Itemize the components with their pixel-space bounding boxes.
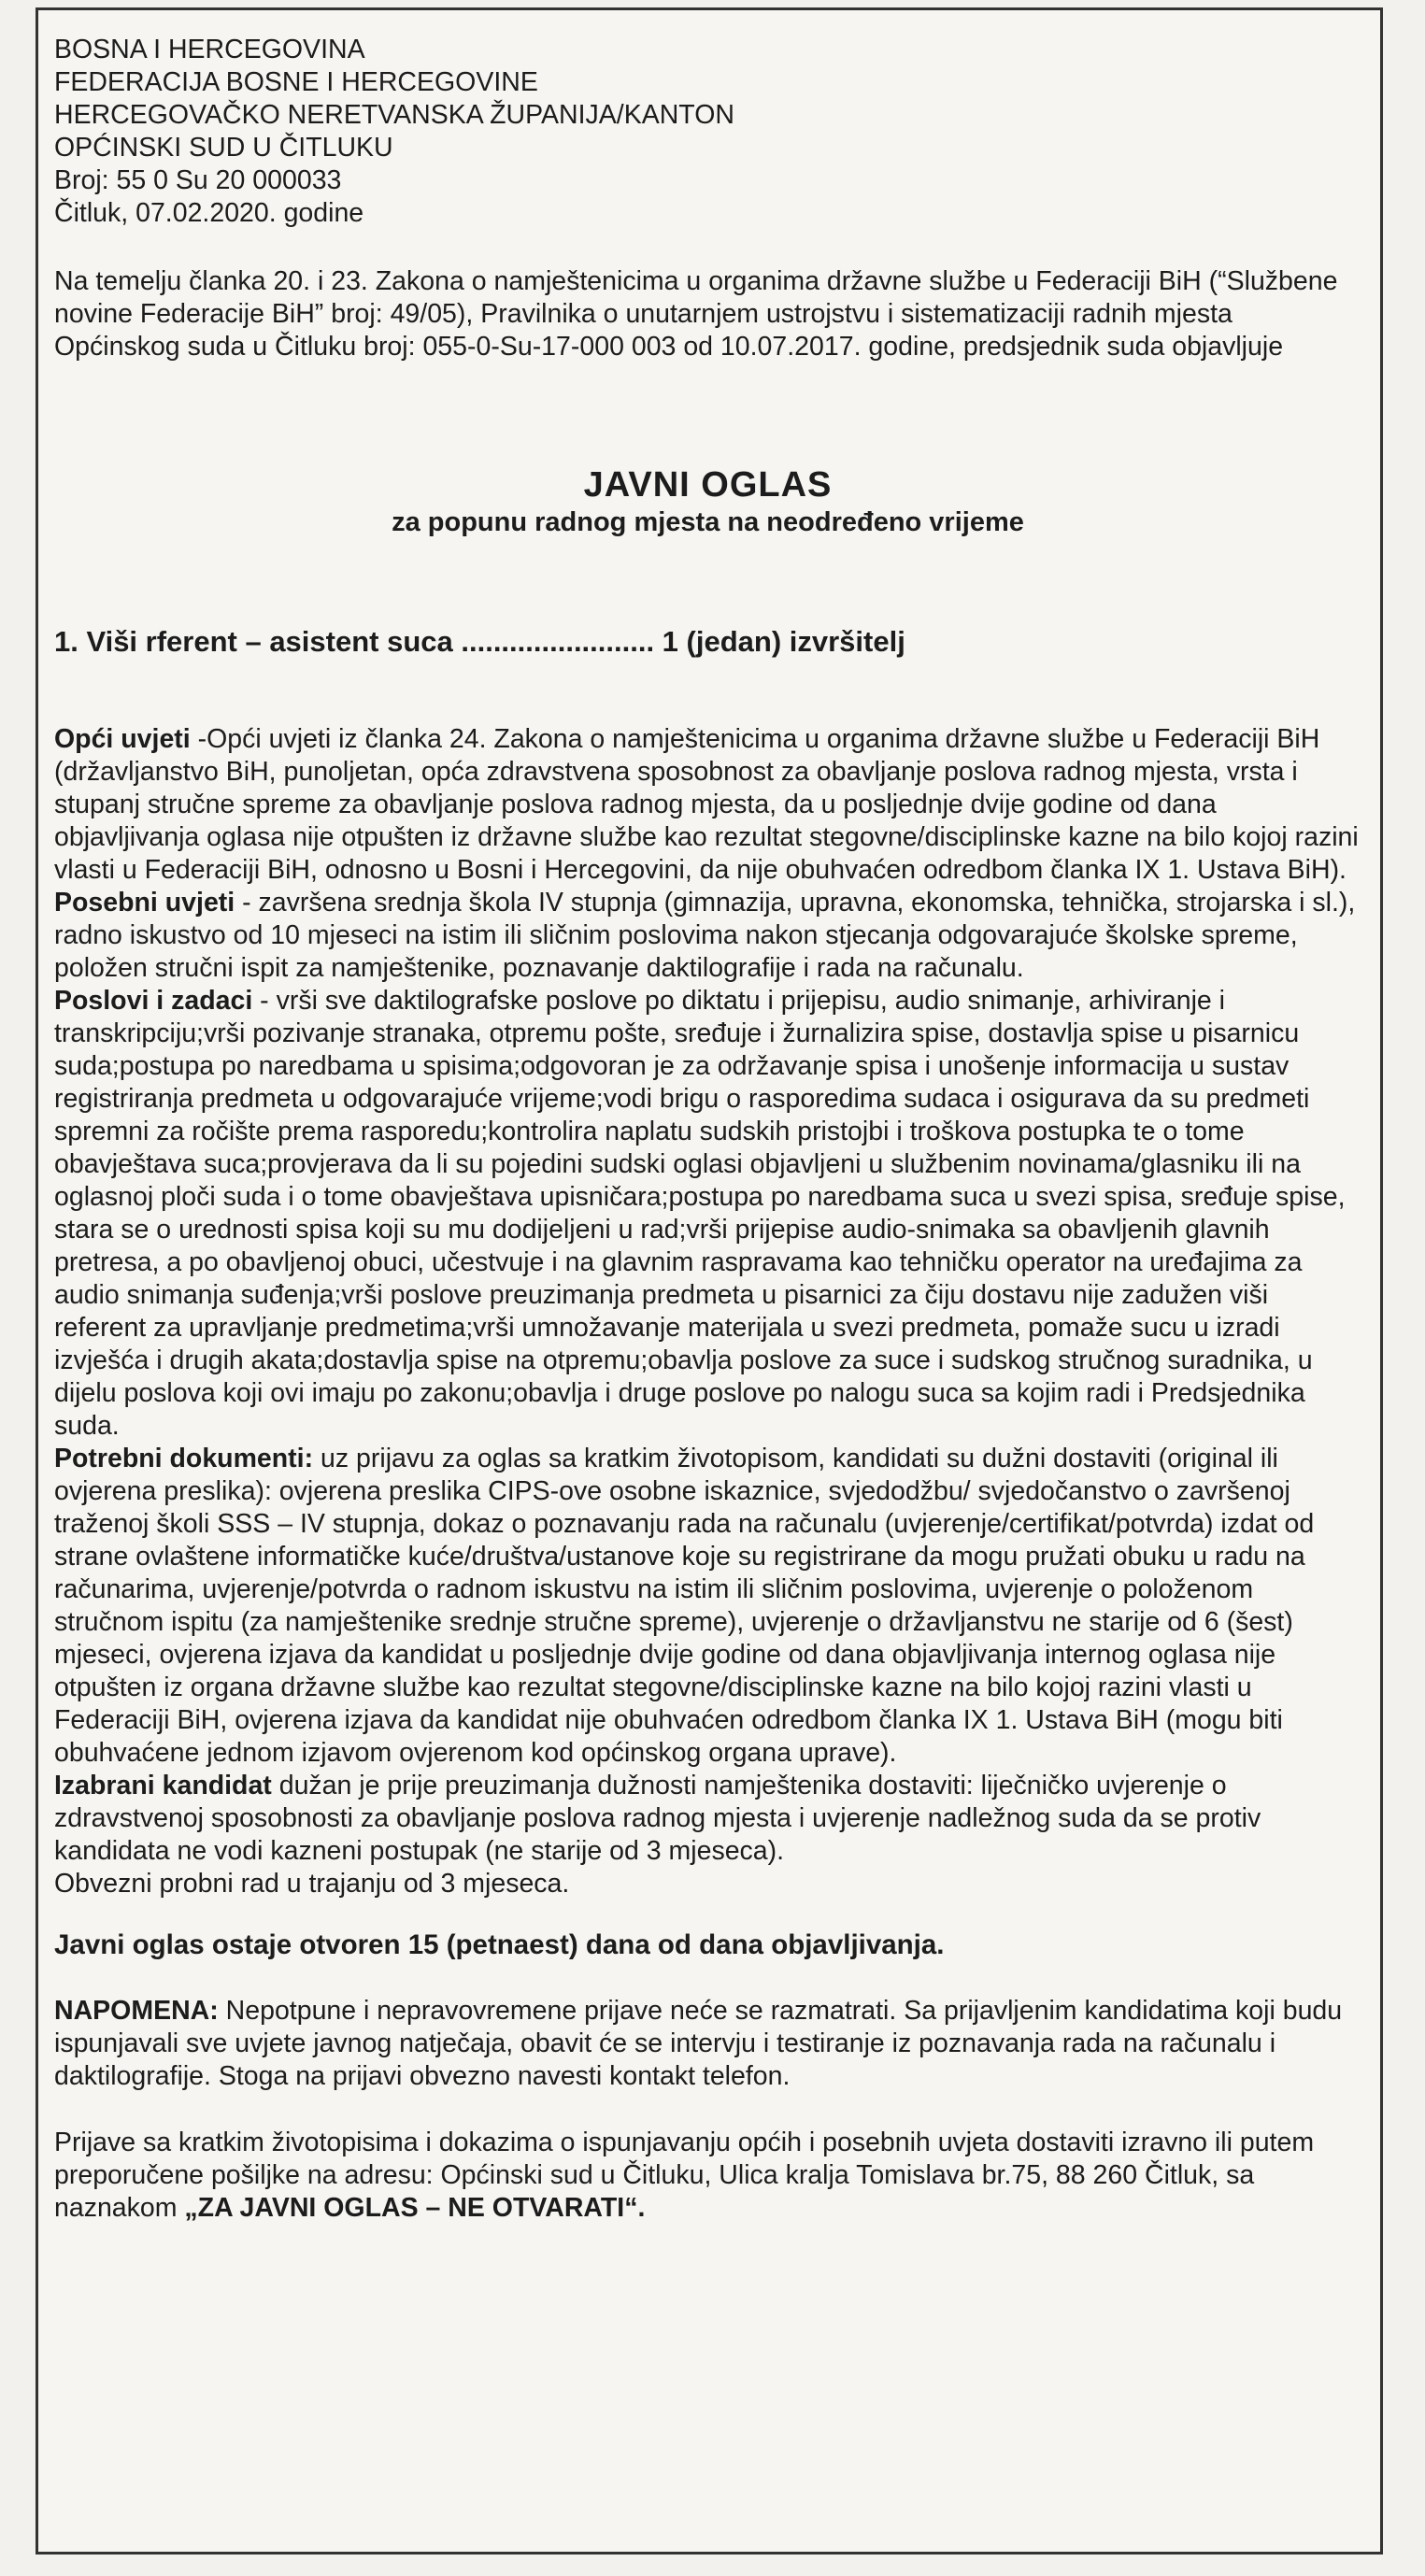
note-text: Nepotpune i nepravovremene prijave neće se razmatrati. Sa prijavljenim kandidatima koji budu ispunjavali sve uvjete javnog natječaja, obavit će se intervju i testiranje iz poznavanja rada na računalu i daktilografije. Stoga na prijavi obvezno navesti kontakt telefon. — [54, 1996, 1343, 2091]
open-period-line: Javni oglas ostaje otvoren 15 (petnaest) dana od dana objavljivanja. — [54, 1929, 945, 1960]
section-lead: Poslovi i zadaci — [54, 986, 253, 1016]
section-general-conditions — [54, 723, 1361, 887]
section-text: - vrši sve daktilografske poslove po diktatu i prijepisu, audio snimanje, arhiviranje i transkripciju;vrši pozivanje stranaka, otpremu pošte, sređuje i žurnalizira spise, dostavlja spise u pisarnicu suda;postupa po naredbama u spisima;odgovoran je za održavanje spisa i unošenje informacija u sustav registriranja predmeta u odgovarajuće vrijeme;vodi brigu o rasporedima sudaca i osigurava da su predmeti spremni za ročište prema rasporedu;kontrolira naplatu sudskih pristojbi i troškova postupka te o tome obavještava suca;provjerava da li su pojedini sudski oglasi objavljeni u službenim novinama/glasniku ili na oglasnoj ploči suda i o tome obavještava upisničara;postupa po naredbama suca u svezi spisa, sređuje spise, stara se o urednosti spisa koji su mu dodijeljeni u rad;vrši prijepise audio-snimaka sa obavljenih glavnih pretresa, a po obavljenoj obuci, učestvuje i na glavnim raspravama kao tehničku operator na uređajima za audio snimanja suđenja;vrši poslove preuzimanja predmeta u pisarnici za čiju dostavu nije zadužen viši referent za upravljanje predmetima;vrši umnožavanje materijala u svezi predmeta, pomaže sucu u izradi izvješća i drugih akata;dostavlja spise na otpremu;obavlja poslove za suce i sudskog stručnog suradnika, u dijelu poslova koji ovi imaju po zakonu;obavlja i druge poslove po nalogu suca sa kojim radi i Predsjednika suda. — [54, 986, 1346, 1441]
title-block — [54, 464, 1361, 539]
section-text: dužan je prije preuzimanja dužnosti namještenika dostaviti: liječničko uvjerenje o zdravstvenoj sposobnosti za obavljanje poslova radnog mjesta i uvjerenje nadležnog suda da se protiv kandidata ne vodi kazneni postupak (ne starije od 3 mjeseca). — [54, 1771, 1261, 1866]
section-lead: Posebni uvjeti — [54, 888, 235, 918]
section-required-documents — [54, 1443, 1361, 1770]
header-date: Čitluk, 07.02.2020. godine — [54, 198, 364, 228]
notice-title: JAVNI OGLAS — [583, 465, 833, 505]
notice-subtitle: za popunu radnog mjesta na neodređeno vrijeme — [392, 507, 1024, 537]
probation-line: Obvezni probni rad u trajanju od 3 mjeseca. — [54, 1869, 570, 1899]
section-text: - završena srednja škola IV stupnja (gimnazija, upravna, ekonomska, tehnička, strojarska i sl.), radno iskustvo od 10 mjeseci na istim ili sličnim poslovima nakon stjecanja odgovarajuće školske spreme, položen stručni ispit za namještenike, poznavanje daktilografije i rada na računalu. — [54, 888, 1356, 983]
submission-paragraph — [54, 2127, 1361, 2225]
notice-frame — [36, 7, 1383, 2555]
submission-text: Prijave sa kratkim životopisima i dokazima o ispunjavanju općih i posebnih uvjeta dostaviti izravno ili putem preporučene pošiljke na adresu: Općinski sud u Čitluku, Ulica kralja Tomislava br.75, 88 260 Čitluk, sa naznakom — [54, 2128, 1315, 2223]
section-text: uz prijavu za oglas sa kratkim životopisom, kandidati su dužni dostaviti (original ili ovjerena preslika): ovjerena preslika CIPS-ove osobne iskaznice, svjedodžbu/ svjedočanstvo o završenoj traženoj školi SSS – IV stupnja, dokaz o poznavanju rada na računalu (uvjerenje/certifikat/potvrda) izdat od strane ovlaštene informatičke kuće/društva/ustanove koje su registrirane da mogu pružati obuku u radu na računarima, uvjerenje/potvrda o radnom iskustvu na istim ili sličnim poslovima, uvjerenje o položenom stručnom ispitu (za namještenike srednje stručne spreme), uvjerenje o državljanstvu ne starije od 6 (šest) mjeseci, ovjerena izjava da kandidat u posljednje dvije godine od dana objavljivanja internog oglasa nije otpušten iz organa državne službe kao rezultat stegovne/disciplinske kazne na bilo kojoj razini vlasti u Federaciji BiH, ovjerena izjava da kandidat nije obuhvaćen odredbom članka IX 1. Ustava BiH (mogu biti obuhvaćene jednom izjavom ovjerenom kod općinskog organa uprave). — [54, 1444, 1315, 1768]
note-paragraph — [54, 1995, 1361, 2093]
header-number: Broj: 55 0 Su 20 000033 — [54, 165, 342, 195]
note-lead: NAPOMENA: — [54, 1996, 219, 2026]
header-federation: FEDERACIJA BOSNE I HERCEGOVINE — [54, 67, 538, 97]
section-text: -Opći uvjeti iz članka 24. Zakona o namještenicima u organima državne službe u Federaciji BiH (državljanstvo BiH, punoljetan, opća zdravstvena sposobnost za obavljanje poslova radnog mjesta, vrsta i stupanj stručne spreme za obavljanje poslova radnog mjesta, da u posljednje dvije godine od dana objavljivanja oglasa nije otpušten iz državne službe kao rezultat stegovne/disciplinske kazne na bilo kojoj razini vlasti u Federaciji BiH, odnosno u Bosni i Hercegovini, da nije obuhvaćen odredbom članka IX 1. Ustava BiH). — [54, 724, 1359, 885]
submission-marking: „ZA JAVNI OGLAS – NE OTVARATI“. — [184, 2193, 646, 2223]
court-header — [54, 34, 1361, 230]
header-country: BOSNA I HERCEGOVINA — [54, 35, 365, 64]
section-duties — [54, 985, 1361, 1443]
header-court: OPĆINSKI SUD U ČITLUKU — [54, 133, 393, 163]
section-special-conditions — [54, 887, 1361, 985]
notice-content — [54, 34, 1361, 2225]
intro-paragraph: Na temelju članka 20. i 23. Zakona o namještenicima u organima državne službe u Federaciji BiH (“Službene novine Federacije BiH” broj: 49/05), Pravilnika o unutarnjem ustrojstvu i sistematizaciji radnih mjesta Općinskog suda u Čitluku broj: 055-0-Su-17-000 003 od 10.07.2017. godine, predsjednik suda objavljuje — [54, 266, 1338, 362]
section-selected-candidate — [54, 1770, 1361, 1868]
header-canton: HERCEGOVAČKO NERETVANSKA ŽUPANIJA/KANTON — [54, 100, 734, 130]
section-lead: Potrebni dokumenti: — [54, 1444, 314, 1473]
section-lead: Izabrani kandidat — [54, 1771, 272, 1800]
section-lead: Opći uvjeti — [54, 724, 191, 754]
position-line: 1. Viši rferent – asistent suca ........................ 1 (jedan) izvršitelj — [54, 625, 905, 658]
